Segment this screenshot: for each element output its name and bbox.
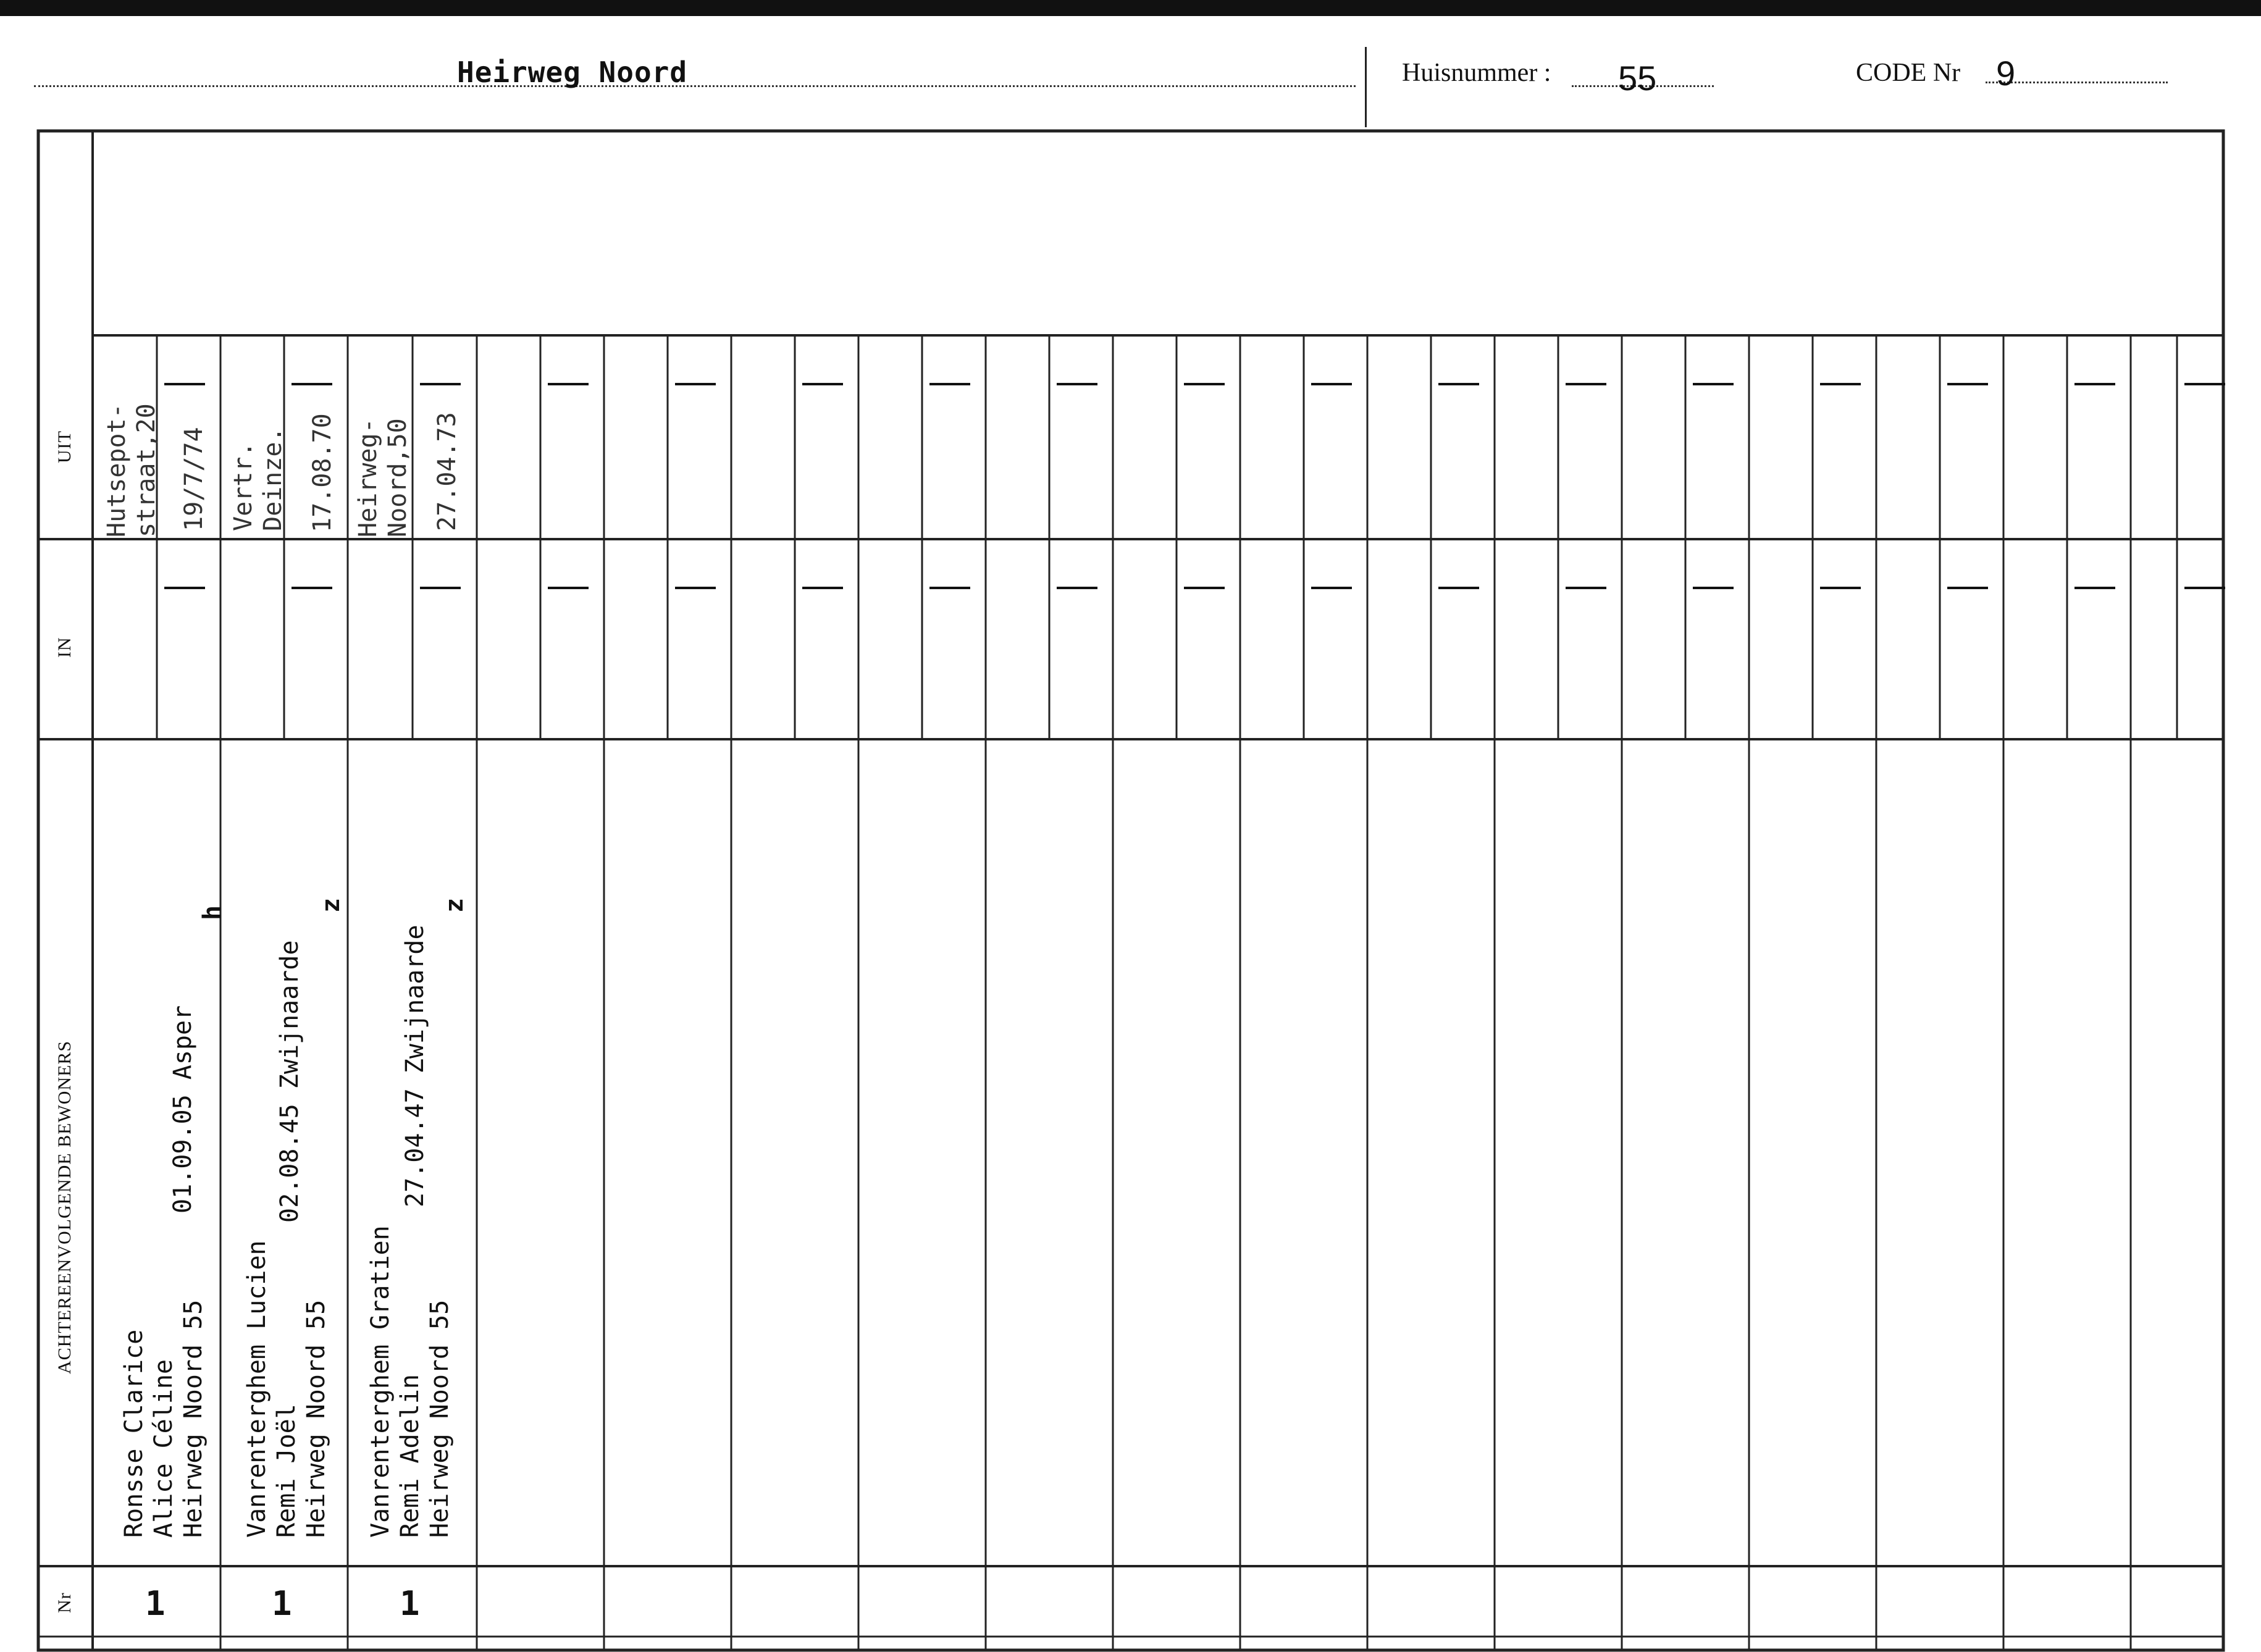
resident-3-address: Heirweg Noord 55	[426, 1299, 454, 1538]
resident-2-address: Heirweg Noord 55	[302, 1299, 330, 1538]
resident-3-uit-date: 27.04.73	[433, 412, 461, 531]
resident-2-uit-place: Vertr. Deinze.	[229, 427, 287, 531]
street-name: Heirweg Noord	[457, 56, 688, 89]
resident-3-mark: z	[440, 897, 469, 913]
house-number-label: Huisnummer :	[1402, 59, 1551, 87]
code-label: CODE Nr	[1856, 59, 1961, 87]
resident-1-mark: h	[198, 905, 227, 920]
resident-1-uit-place: Hutsepot- straat,20	[103, 403, 161, 537]
section-label-uit: UIT	[54, 430, 75, 463]
section-label-nr: Nr	[54, 1592, 75, 1613]
resident-2-names	[242, 1240, 331, 1538]
resident-2-given-names: Remi Joël	[272, 1404, 301, 1538]
resident-1-names	[119, 1300, 208, 1538]
resident-3-birth: 27.04.47 Zwijnaarde	[401, 925, 429, 1207]
section-label-in: IN	[54, 637, 75, 658]
house-number-value: 55	[1618, 59, 1657, 98]
resident-2-uit-date: 17.08.70	[308, 413, 337, 532]
resident-3-nr: 1	[400, 1584, 420, 1623]
resident-1-birth: 01.09.05 Asper	[169, 1005, 197, 1214]
resident-3-given-names: Remi Adelin	[396, 1374, 424, 1538]
resident-1-address: Heirweg Noord 55	[179, 1299, 208, 1538]
resident-3-names	[366, 1225, 455, 1538]
resident-1-uit-date: 19/7/74	[180, 427, 208, 531]
section-label-bewoners: ACHTEREENVOLGENDE BEWONERS	[54, 1040, 75, 1374]
resident-2-mark: z	[317, 897, 345, 913]
resident-2-birth: 02.08.45 Zwijnaarde	[275, 940, 304, 1223]
resident-2-nr: 1	[272, 1584, 292, 1623]
code-number-value: 9	[1996, 54, 2016, 93]
resident-3-surname: Vanrenterghem Gratien	[366, 1225, 395, 1538]
resident-2-surname: Vanrenterghem Lucien	[243, 1240, 271, 1538]
resident-1-given-names: Alice Céline	[149, 1359, 178, 1538]
resident-3-uit-place: Heirweg- Noord,50	[354, 418, 412, 537]
resident-1-surname: Ronsse Clarice	[120, 1329, 148, 1538]
resident-1-nr: 1	[145, 1584, 166, 1623]
